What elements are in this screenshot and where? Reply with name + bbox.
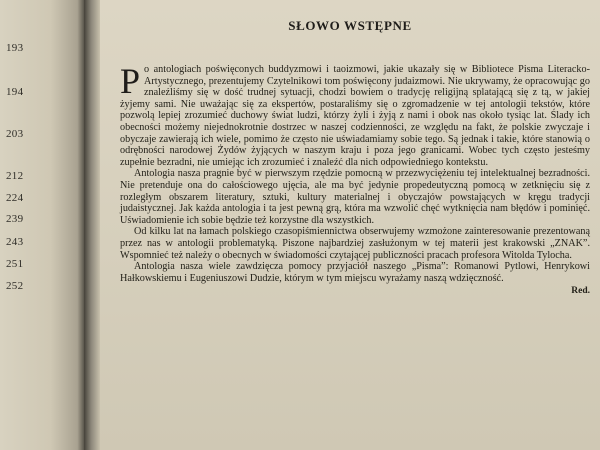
page-number: 193	[6, 42, 24, 54]
body-text	[120, 61, 590, 298]
book-gutter	[84, 0, 100, 450]
paragraph-text: o antologiach poświęconych buddyzmowi i taoizmowi, jakie ukazały się w Bibliotece Pisma Literacko-Artystycznego, prezentujemy Czytelnikowi tom poświęcony judaizmowi. Nie ukrywamy, że opracowując go znaleźliśmy się w dość trudnej sytuacji, chodzi bowiem o tradycję religijną splatającą się z tą, w jakiej żyjemy sami. Nie uważając się za ekspertów, postaraliśmy się o zgromadzenie w tej antologii tekstów, które pozwolą lepiej zrozumieć duchowy świat ludzi, którzy żyli i żyją z nami i obok nas około tysiąc lat. Ślady ich obecności możemy niejednokrotnie dostrzec w naszej codzienności, ze względu na fakt, że polskie zwyczaje i obyczaje zawierają ich wiele, pomimo że często nie uświadamiamy sobie tego. Są jednak i takie, które stanowią o odrębności narodowej Żydów żyjących w naszym kraju i poza jego granicami. Wobec tych często jesteśmy zupełnie bezradni, nie umiejąc ich zrozumieć i znaleźć dla nich odpowiedniego kontekstu.	[120, 64, 590, 168]
paragraph: Antologia nasza wiele zawdzięcza pomocy przyjaciół naszego „Pisma”: Romanowi Pytlowi, Henrykowi Hałkowskiemu i Eugeniuszowi Dudzie, którym w tym miejscu wyrażamy naszą wdzięczność.	[120, 261, 590, 284]
page-number: 243	[6, 236, 24, 248]
page-number: 239	[6, 213, 24, 225]
signature: Red.	[571, 286, 590, 297]
page-number: 251	[6, 258, 24, 270]
page-title: SŁOWO WSTĘPNE	[288, 18, 412, 33]
right-page	[100, 0, 600, 450]
paragraph	[120, 61, 590, 168]
left-page	[0, 0, 84, 450]
page-number: 194	[6, 86, 24, 98]
page-number: 212	[6, 170, 24, 182]
paragraph: Antologia nasza pragnie być w pierwszym rzędzie pomocną w przezwyciężeniu tej intelektualnej bezradności. Nie pretenduje ona do całościowego ujęcia, ale ma być jedynie propedeutyczną pomocą w zetknięciu się z rozległym obszarem literatury, sztuki, kultury materialnej i obyczajów powstających w kręgu tradycji judaistycznej. Jak każda antologia i ta jest pewną grą, która ma wzwolić chęć wytknięcia nam błędów i pominięć. Uświadomienie ich sobie będzie też korzystne dla wszystkich.	[120, 168, 590, 226]
drop-cap: P	[120, 61, 141, 101]
paragraph: Od kilku lat na łamach polskiego czasopiśmiennictwa obserwujemy wzmożone zainteresowanie prezentowaną przez nas w antologii problematyką. Piszone najbardziej zasłużonym w tej materii jest krakowski „ZNAK”. Wspomnieć też należy o obecnych w świadomości czytającej publiczności pracach profesora Witolda Tylocha.	[120, 226, 590, 261]
page-number: 224	[6, 192, 24, 204]
page-number: 203	[6, 128, 24, 140]
page-number: 252	[6, 280, 24, 292]
